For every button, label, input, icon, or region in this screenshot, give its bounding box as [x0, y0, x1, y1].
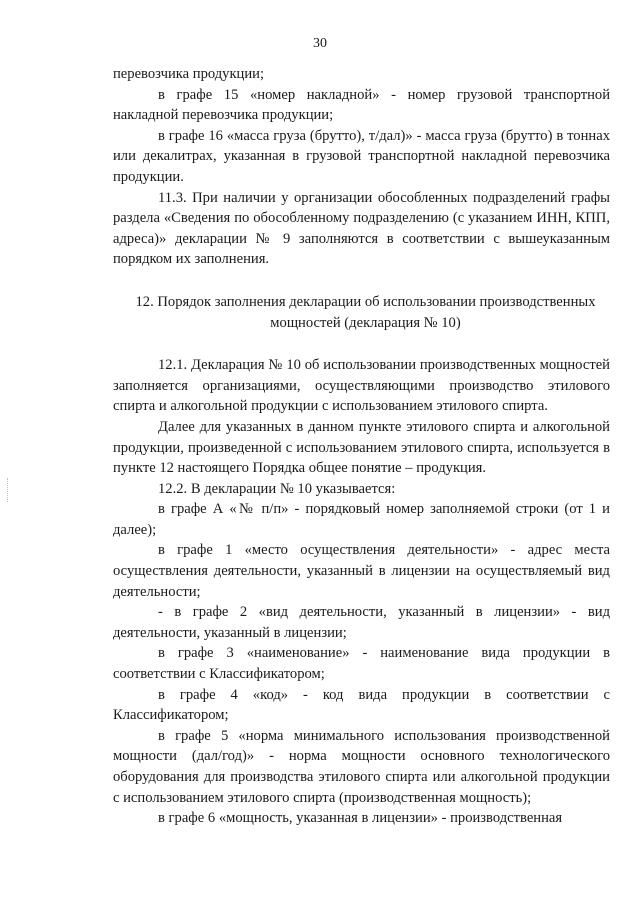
- paragraph: - в графе 2 «вид деятельности, указанный в лицензии» - вид деятельности, указанный в лицензии;: [113, 604, 610, 641]
- paragraph: в графе 1 «место осуществления деятельности» - адрес места осуществления деятельности, указанный в лицензии на осуществляемый вид деятельности;: [113, 542, 610, 600]
- paragraph: в графе 4 «код» - код вида продукции в соответствии с Классификатором;: [113, 686, 610, 724]
- paragraph: в графе А «№ п/п» - порядковый номер заполняемой строки (от 1 и далее);: [113, 501, 610, 538]
- paragraph: в графе 6 «мощность, указанная в лицензии» - производственная: [158, 810, 563, 827]
- paragraph: 12.1. Декларация № 10 об использовании производственных мощностей заполняется организациями, осуществляющими производство этилового спирта и алкогольной продукции с использованием этилового спирта.: [113, 357, 610, 415]
- paragraph: в графе 5 «норма минимального использования производственной мощности (дал/год)» - норма мощности основного технологического оборудования для производства этилового спирта или алкогольной продукции с использованием этилового спирта (производственная мощность);: [113, 727, 610, 806]
- page-body: [113, 64, 610, 829]
- page-number: 30: [313, 36, 327, 51]
- section-heading: 12. Порядок заполнения декларации об использовании производственных мощностей (декларация № 10): [135, 293, 596, 331]
- paragraph: в графе 15 «номер накладной» - номер грузовой транспортной накладной перевозчика продукции;: [113, 86, 610, 124]
- paragraph: Далее для указанных в данном пункте этилового спирта и алкогольной продукции, произведенной с использованием этилового спирта, используется в пункте 12 настоящего Порядка общее понятие – продукция.: [113, 418, 610, 477]
- paragraph: 11.3. При наличии у организации обособленных подразделений графы раздела «Сведения по обособленному подразделению (с указанием ИНН, КПП, адреса)» декларации № 9 заполняются в соответствии с вышеуказанным порядком их заполнения.: [113, 189, 610, 268]
- paragraph: в графе 16 «масса груза (брутто), т/дал)» - масса груза (брутто) в тоннах или декалитрах, указанная в грузовой транспортной накладной перевозчика продукции.: [113, 127, 610, 185]
- paragraph: перевозчика продукции;: [113, 66, 265, 82]
- margin-mark: [7, 478, 10, 502]
- paragraph: 12.2. В декларации № 10 указывается:: [158, 480, 396, 497]
- paragraph: в графе 3 «наименование» - наименование вида продукции в соответствии с Классификатором;: [113, 645, 610, 683]
